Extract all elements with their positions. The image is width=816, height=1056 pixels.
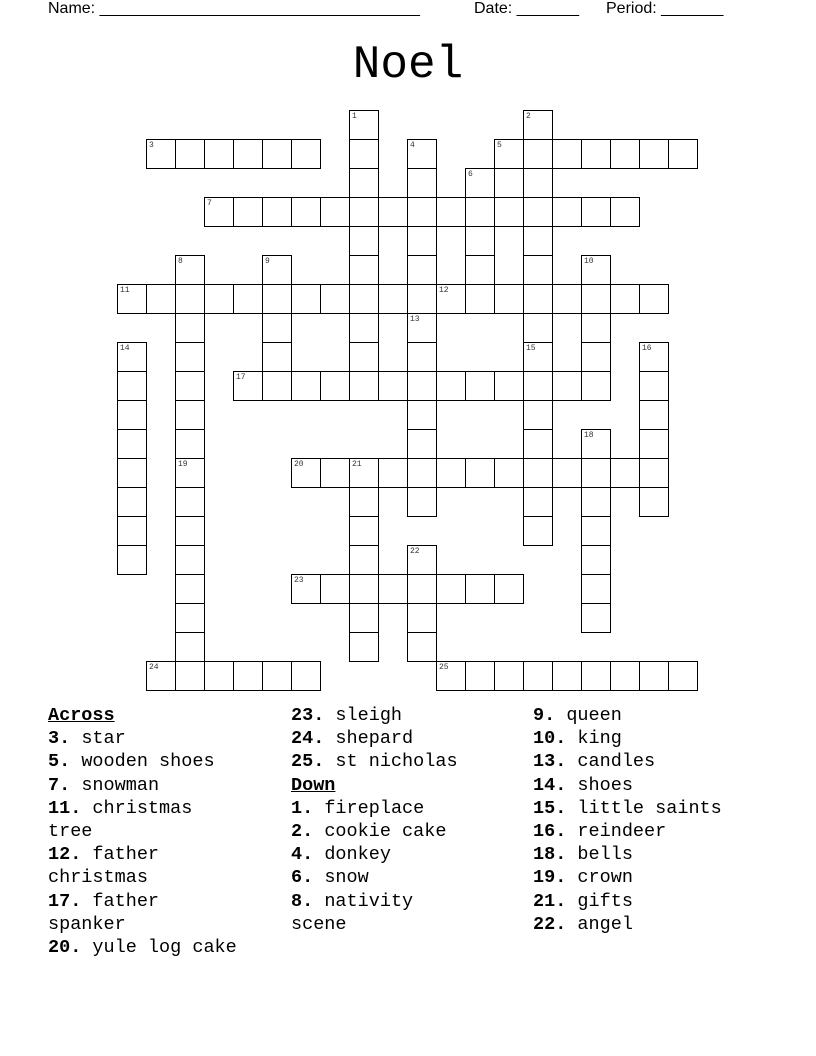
grid-cell[interactable] (378, 197, 408, 227)
grid-cell[interactable] (639, 661, 669, 691)
grid-cell[interactable] (204, 139, 234, 169)
grid-cell[interactable] (204, 284, 234, 314)
clue-down-16: 16. reindeer (533, 821, 667, 843)
grid-cell[interactable] (320, 197, 350, 227)
grid-cell[interactable] (204, 661, 234, 691)
grid-cell[interactable] (407, 487, 437, 517)
grid-cell[interactable] (117, 516, 147, 546)
grid-cell[interactable] (552, 661, 582, 691)
grid-cell[interactable] (552, 284, 582, 314)
grid-cell[interactable] (523, 429, 553, 459)
grid-cell[interactable] (378, 574, 408, 604)
grid-cell[interactable] (175, 603, 205, 633)
grid-cell[interactable] (349, 545, 379, 575)
grid-cell[interactable] (175, 574, 205, 604)
clue-down-14: 14. shoes (533, 774, 633, 796)
grid-cell[interactable] (494, 661, 524, 691)
clue-across-3: 3. star (48, 728, 126, 750)
grid-cell[interactable] (117, 487, 147, 517)
cell-number: 11 (120, 286, 130, 295)
grid-cell[interactable] (465, 284, 495, 314)
grid-cell[interactable] (349, 168, 379, 198)
clue-across-24: 24. shepard (291, 728, 414, 750)
grid-cell[interactable] (581, 487, 611, 517)
grid-cell[interactable] (291, 139, 321, 169)
grid-cell[interactable] (175, 516, 205, 546)
page-title: Noel (352, 39, 464, 91)
grid-cell[interactable] (407, 168, 437, 198)
grid-cell[interactable] (436, 371, 466, 401)
grid-cell[interactable] (581, 197, 611, 227)
grid-cell[interactable] (494, 371, 524, 401)
grid-cell[interactable] (581, 371, 611, 401)
clue-down-22: 22. angel (533, 913, 633, 935)
grid-cell[interactable] (349, 313, 379, 343)
grid-cell[interactable] (175, 661, 205, 691)
grid-cell[interactable] (175, 342, 205, 372)
grid-cell[interactable] (262, 313, 292, 343)
grid-cell[interactable] (581, 139, 611, 169)
cell-number: 21 (352, 460, 362, 469)
clue-down-10: 10. king (533, 728, 622, 750)
grid-cell[interactable] (407, 429, 437, 459)
cell-number: 1 (352, 112, 357, 121)
cell-number: 12 (439, 286, 449, 295)
grid-cell[interactable] (465, 371, 495, 401)
clues-column-3 (533, 704, 803, 936)
cell-number: 7 (207, 199, 212, 208)
grid-cell[interactable] (610, 197, 640, 227)
grid-cell[interactable] (349, 574, 379, 604)
grid-cell[interactable] (175, 429, 205, 459)
grid-cell[interactable] (465, 661, 495, 691)
clue-down-18: 18. bells (533, 844, 633, 866)
grid-cell[interactable] (523, 458, 553, 488)
grid-cell[interactable] (291, 197, 321, 227)
grid-cell[interactable] (349, 516, 379, 546)
clues-column-2 (291, 704, 531, 936)
grid-cell[interactable] (523, 661, 553, 691)
cell-number: 3 (149, 141, 154, 150)
cell-number: 24 (149, 663, 159, 672)
grid-cell[interactable] (436, 574, 466, 604)
grid-cell[interactable] (581, 284, 611, 314)
grid-cell[interactable] (262, 284, 292, 314)
grid-cell[interactable] (494, 458, 524, 488)
grid-cell[interactable] (494, 197, 524, 227)
grid-cell[interactable] (523, 168, 553, 198)
cell-number: 13 (410, 315, 420, 324)
grid-cell[interactable] (262, 661, 292, 691)
cell-number: 2 (526, 112, 531, 121)
grid-cell[interactable] (407, 342, 437, 372)
clue-across-7: 7. snowman (48, 774, 160, 796)
grid-cell[interactable] (262, 371, 292, 401)
grid-cell[interactable] (407, 400, 437, 430)
clue-down-1: 1. fireplace (291, 797, 425, 819)
grid-cell[interactable] (407, 603, 437, 633)
grid-cell[interactable] (407, 197, 437, 227)
grid-cell[interactable] (349, 139, 379, 169)
cell-number: 17 (236, 373, 246, 382)
grid-cell[interactable] (349, 603, 379, 633)
clue-across-20: 20. yule log cake (48, 937, 237, 959)
clue-down-9: 9. queen (533, 705, 622, 726)
grid-cell[interactable] (117, 545, 147, 575)
clue-across-11: 11. christmas tree (48, 797, 193, 843)
clue-down-4: 4. donkey (291, 844, 391, 866)
grid-cell[interactable] (523, 487, 553, 517)
grid-cell[interactable] (175, 284, 205, 314)
grid-cell[interactable] (378, 458, 408, 488)
cell-number: 25 (439, 663, 449, 672)
grid-cell[interactable] (349, 632, 379, 662)
grid-cell[interactable] (668, 661, 698, 691)
cell-number: 18 (584, 431, 594, 440)
grid-cell[interactable] (552, 139, 582, 169)
grid-cell[interactable] (407, 255, 437, 285)
grid-cell[interactable] (407, 226, 437, 256)
grid-cell[interactable] (523, 255, 553, 285)
grid-cell[interactable] (175, 400, 205, 430)
clue-down-15: 15. little saints (533, 797, 722, 819)
grid-cell[interactable] (581, 661, 611, 691)
grid-cell[interactable] (262, 342, 292, 372)
grid-cell[interactable] (523, 197, 553, 227)
grid-cell[interactable] (175, 487, 205, 517)
grid-cell[interactable] (175, 371, 205, 401)
grid-cell[interactable] (320, 284, 350, 314)
grid-cell[interactable] (233, 661, 263, 691)
grid-cell[interactable] (465, 574, 495, 604)
grid-cell[interactable] (291, 371, 321, 401)
cell-number: 4 (410, 141, 415, 150)
grid-cell[interactable] (262, 197, 292, 227)
grid-cell[interactable] (581, 574, 611, 604)
grid-cell[interactable] (117, 371, 147, 401)
grid-cell[interactable] (233, 284, 263, 314)
cell-number: 14 (120, 344, 130, 353)
grid-cell[interactable] (436, 197, 466, 227)
grid-cell[interactable] (378, 371, 408, 401)
grid-cell[interactable] (552, 197, 582, 227)
grid-cell[interactable] (378, 284, 408, 314)
cell-number: 23 (294, 576, 304, 585)
grid-cell[interactable] (175, 139, 205, 169)
grid-cell[interactable] (407, 632, 437, 662)
grid-cell[interactable] (523, 226, 553, 256)
grid-cell[interactable] (349, 371, 379, 401)
grid-cell[interactable] (320, 371, 350, 401)
grid-cell[interactable] (639, 139, 669, 169)
clue-down-21: 21. gifts (533, 890, 633, 912)
grid-cell[interactable] (465, 255, 495, 285)
grid-cell[interactable] (291, 284, 321, 314)
grid-cell[interactable] (639, 458, 669, 488)
grid-cell[interactable] (233, 139, 263, 169)
grid-cell[interactable] (291, 661, 321, 691)
clue-down-6: 6. snow (291, 867, 369, 889)
grid-cell[interactable] (668, 139, 698, 169)
grid-cell[interactable] (175, 545, 205, 575)
grid-cell[interactable] (610, 284, 640, 314)
grid-cell[interactable] (523, 139, 553, 169)
clue-across-5: 5. wooden shoes (48, 751, 215, 773)
grid-cell[interactable] (639, 429, 669, 459)
grid-cell[interactable] (581, 603, 611, 633)
grid-cell[interactable] (407, 284, 437, 314)
cell-number: 6 (468, 170, 473, 179)
grid-cell[interactable] (465, 197, 495, 227)
cell-number: 19 (178, 460, 188, 469)
grid-cell[interactable] (146, 284, 176, 314)
grid-cell[interactable] (552, 458, 582, 488)
cell-number: 22 (410, 547, 420, 556)
grid-cell[interactable] (494, 284, 524, 314)
cell-number: 9 (265, 257, 270, 266)
grid-cell[interactable] (523, 400, 553, 430)
grid-cell[interactable] (639, 284, 669, 314)
grid-cell[interactable] (349, 487, 379, 517)
grid-cell[interactable] (320, 574, 350, 604)
grid-cell[interactable] (552, 371, 582, 401)
grid-cell[interactable] (262, 139, 292, 169)
clue-across-12: 12. father christmas (48, 844, 160, 889)
period-field[interactable]: Period: _______ (606, 0, 724, 17)
grid-cell[interactable] (581, 458, 611, 488)
cell-number: 5 (497, 141, 502, 150)
grid-cell[interactable] (610, 139, 640, 169)
grid-cell[interactable] (175, 313, 205, 343)
cell-number: 16 (642, 344, 652, 353)
clues-column-1 (48, 704, 288, 959)
cell-number: 20 (294, 460, 304, 469)
grid-cell[interactable] (117, 429, 147, 459)
clue-across-17: 17. father spanker (48, 890, 160, 935)
grid-cell[interactable] (349, 342, 379, 372)
grid-cell[interactable] (407, 371, 437, 401)
grid-cell[interactable] (639, 371, 669, 401)
grid-cell[interactable] (320, 458, 350, 488)
clue-down-13: 13. candles (533, 751, 656, 773)
name-field[interactable]: Name: ____________________________________ (48, 0, 420, 17)
down-heading: Down (291, 774, 336, 796)
grid-cell[interactable] (639, 400, 669, 430)
across-heading: Across (48, 705, 115, 726)
grid-cell[interactable] (407, 458, 437, 488)
grid-cell[interactable] (523, 313, 553, 343)
grid-cell[interactable] (349, 255, 379, 285)
grid-cell[interactable] (465, 226, 495, 256)
clue-down-19: 19. crown (533, 867, 633, 889)
grid-cell[interactable] (639, 487, 669, 517)
grid-cell[interactable] (523, 284, 553, 314)
grid-cell[interactable] (581, 545, 611, 575)
date-field[interactable]: Date: _______ (474, 0, 579, 17)
grid-cell[interactable] (610, 661, 640, 691)
grid-cell[interactable] (349, 197, 379, 227)
grid-cell[interactable] (349, 284, 379, 314)
grid-cell[interactable] (523, 371, 553, 401)
grid-cell[interactable] (407, 574, 437, 604)
clue-across-25: 25. st nicholas (291, 751, 458, 773)
grid-cell[interactable] (494, 574, 524, 604)
grid-cell[interactable] (581, 516, 611, 546)
grid-cell[interactable] (465, 458, 495, 488)
cell-number: 15 (526, 344, 536, 353)
grid-cell[interactable] (233, 197, 263, 227)
clue-down-8: 8. nativity scene (291, 890, 414, 935)
grid-cell[interactable] (436, 458, 466, 488)
clue-across-23: 23. sleigh (291, 705, 403, 726)
grid-cell[interactable] (581, 342, 611, 372)
grid-cell[interactable] (349, 226, 379, 256)
grid-cell[interactable] (175, 632, 205, 662)
cell-number: 10 (584, 257, 594, 266)
grid-cell[interactable] (523, 516, 553, 546)
cell-number: 8 (178, 257, 183, 266)
grid-cell[interactable] (610, 458, 640, 488)
grid-cell[interactable] (117, 458, 147, 488)
grid-cell[interactable] (117, 400, 147, 430)
grid-cell[interactable] (581, 313, 611, 343)
clue-down-2: 2. cookie cake (291, 821, 447, 843)
